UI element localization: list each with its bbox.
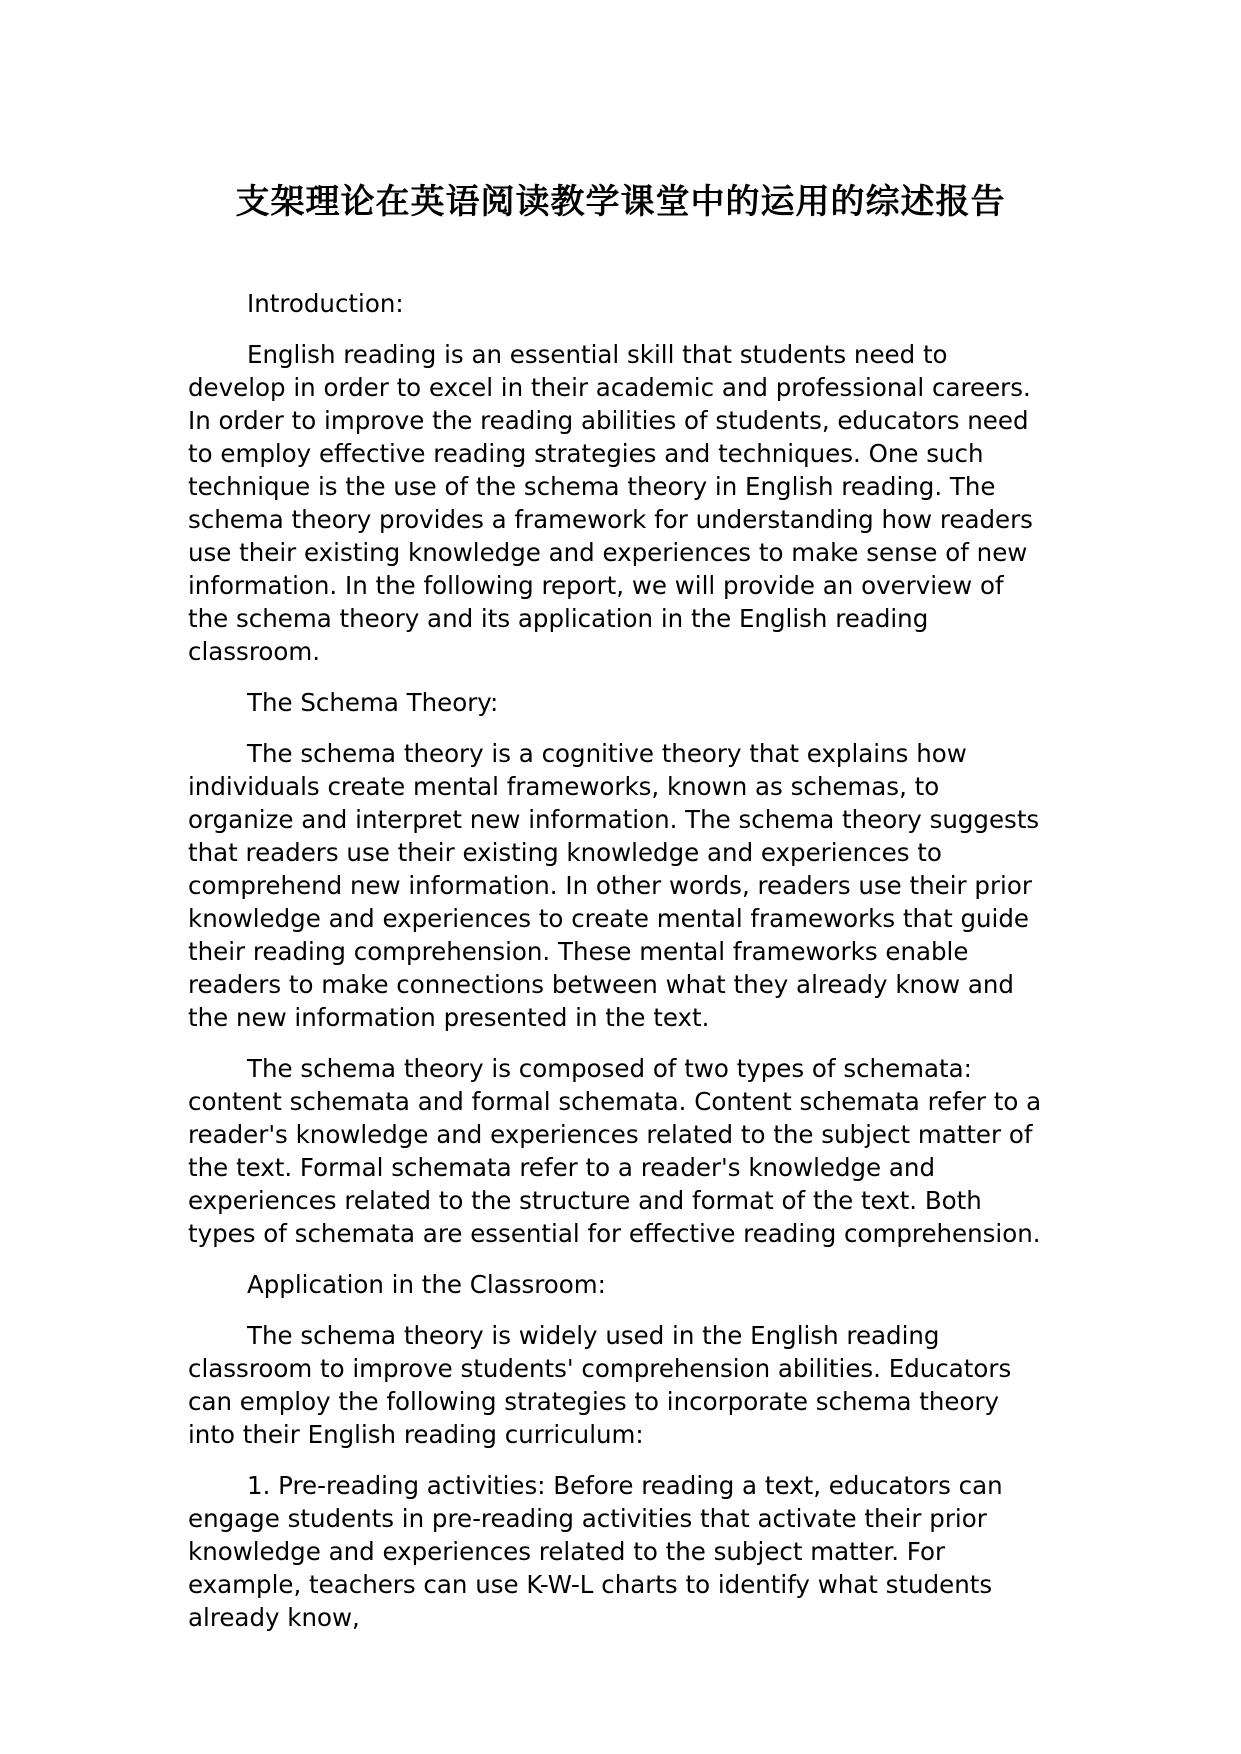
heading-introduction: Introduction: (247, 289, 404, 318)
heading-schema-theory: The Schema Theory: (247, 688, 499, 717)
paragraph-application: The schema theory is widely used in the English reading classroom to improve students' comprehension abilities. Educators can employ the following strategies to incorporate schema theory into their English reading curriculum: (188, 1321, 1012, 1449)
paragraph-introduction: English reading is an essential skill that students need to develop in order to excel in their academic and professional careers. In order to improve the reading abilities of students, educators need to employ effective reading strategies and techniques. One such technique is the use of the schema theory in English reading. The schema theory provides a framework for understanding how readers use their existing knowledge and experiences to make sense of new information. In the following report, we will provide an overview of the schema theory and its application in the English reading classroom. (188, 340, 1033, 666)
paragraph-pre-reading-activities: 1. Pre-reading activities: Before reading a text, educators can engage students in pre-reading activities that activate their prior knowledge and experiences related to the subject matter. For example, teachers can use K-W-L charts to identify what students already know, (188, 1471, 1003, 1632)
heading-application: Application in the Classroom: (247, 1270, 606, 1299)
paragraph-schema-theory-definition: The schema theory is a cognitive theory that explains how individuals create mental frameworks, known as schemas, to organize and interpret new information. The schema theory suggests that readers use their existing knowledge and experiences to comprehend new information. In other words, readers use their prior knowledge and experiences to create mental frameworks that guide their reading comprehension. These mental frameworks enable readers to make connections between what they already know and the new information presented in the text. (188, 739, 1040, 1032)
paragraph-schemata-types: The schema theory is composed of two types of schemata: content schemata and formal schemata. Content schemata refer to a reader's knowledge and experiences related to the subject matter of the text. Formal schemata refer to a reader's knowledge and experiences related to the structure and format of the text. Both types of schemata are essential for effective reading comprehension. (188, 1054, 1042, 1248)
document-title: 支架理论在英语阅读教学课堂中的运用的综述报告 (235, 182, 1006, 222)
document-body (188, 287, 1048, 1652)
